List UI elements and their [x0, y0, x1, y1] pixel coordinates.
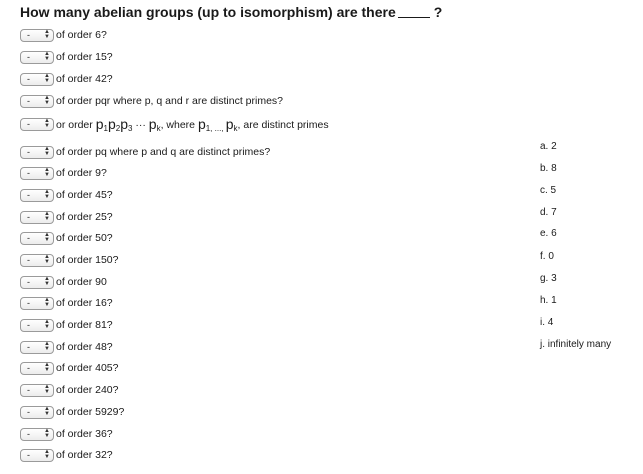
answer-select[interactable]	[20, 95, 54, 108]
question-row	[20, 187, 113, 203]
select-value: -	[27, 384, 30, 395]
formula-sub-k: k	[233, 124, 238, 133]
question-row	[20, 426, 113, 442]
question-text: of order 81?	[56, 319, 113, 331]
select-value: -	[27, 428, 30, 439]
question-row	[20, 144, 270, 160]
question-row	[20, 71, 113, 87]
answer-select[interactable]	[20, 384, 54, 397]
question-text: of order 36?	[56, 428, 113, 440]
answer-select[interactable]	[20, 51, 54, 64]
question-row	[20, 317, 113, 333]
answer-select[interactable]	[20, 362, 54, 375]
up-down-chevron-icon: ▲ ▼	[44, 146, 50, 157]
question-text: of order 150?	[56, 254, 119, 266]
question-row	[20, 339, 113, 355]
select-value: -	[27, 167, 30, 178]
formula-p: p	[95, 116, 104, 132]
question-text: of order 42?	[56, 73, 113, 85]
up-down-chevron-icon: ▲ ▼	[44, 276, 50, 287]
question-text: of order 45?	[56, 189, 113, 201]
question-row	[20, 116, 329, 132]
formula-sub: 1	[103, 124, 108, 133]
question-text: of order pqr where p, q and r are distinct primes?	[56, 95, 284, 107]
formula-p: p	[107, 116, 116, 132]
answer-option: i. 4	[540, 317, 554, 328]
question-row	[20, 230, 113, 246]
formula-p1: p	[197, 116, 206, 132]
up-down-chevron-icon: ▲ ▼	[44, 29, 50, 40]
answer-select[interactable]	[20, 73, 54, 86]
answer-option: a. 2	[540, 141, 557, 152]
question-text: of order 25?	[56, 211, 113, 223]
select-value: -	[27, 51, 30, 62]
question-row	[20, 252, 118, 268]
title-blank	[398, 5, 430, 18]
select-value: -	[27, 232, 30, 243]
question-row	[20, 93, 283, 109]
answer-select[interactable]	[20, 319, 54, 332]
question-text: of order pq where p and q are distinct primes?	[56, 146, 271, 158]
answer-select[interactable]	[20, 211, 54, 224]
answer-option: g. 3	[540, 273, 557, 284]
formula-suffix: , are distinct primes	[237, 119, 329, 131]
answer-select[interactable]	[20, 428, 54, 441]
up-down-chevron-icon: ▲ ▼	[44, 384, 50, 395]
title-question-mark: ?	[433, 4, 443, 20]
formula-prefix: or order	[56, 119, 93, 131]
question-row	[20, 360, 118, 376]
select-value: -	[27, 341, 30, 352]
up-down-chevron-icon: ▲ ▼	[44, 406, 50, 417]
select-value: -	[27, 211, 30, 222]
question-row	[20, 27, 107, 43]
select-value: -	[27, 146, 30, 157]
question-text: of order 32?	[56, 449, 113, 461]
answer-select[interactable]	[20, 297, 54, 310]
formula-p: p	[120, 116, 128, 132]
up-down-chevron-icon: ▲ ▼	[44, 319, 50, 330]
answer-option: d. 7	[540, 207, 557, 218]
question-row	[20, 447, 113, 463]
formula-sub: 3	[127, 124, 133, 133]
answer-option: h. 1	[540, 295, 557, 306]
formula-pk: p	[148, 116, 157, 132]
answer-option: b. 8	[540, 163, 557, 174]
up-down-chevron-icon: ▲ ▼	[44, 232, 50, 243]
select-value: -	[27, 297, 30, 308]
answer-option: f. 0	[540, 251, 554, 262]
up-down-chevron-icon: ▲ ▼	[44, 254, 50, 265]
answer-select[interactable]	[20, 29, 54, 42]
up-down-chevron-icon: ▲ ▼	[44, 167, 50, 178]
answer-select[interactable]	[20, 449, 54, 462]
formula-where: , where	[160, 119, 196, 131]
question-row	[20, 404, 124, 420]
select-value: -	[27, 73, 30, 84]
up-down-chevron-icon: ▲ ▼	[44, 118, 50, 129]
up-down-chevron-icon: ▲ ▼	[44, 362, 50, 373]
select-value: -	[27, 189, 30, 200]
answer-option: c. 5	[540, 185, 557, 196]
answer-option: e. 6	[540, 228, 557, 239]
question-text: of order 50?	[56, 232, 113, 244]
answer-option: j. infinitely many	[540, 339, 612, 350]
formula-sub: 2	[115, 124, 121, 133]
formula-sub-range: 1, ...,	[205, 124, 226, 133]
up-down-chevron-icon: ▲ ▼	[44, 73, 50, 84]
answer-select[interactable]	[20, 232, 54, 245]
select-value: -	[27, 118, 30, 129]
question-row	[20, 209, 113, 225]
question-text: of order 90	[56, 276, 107, 288]
answer-select[interactable]	[20, 341, 54, 354]
answer-select[interactable]	[20, 254, 54, 267]
answer-select[interactable]	[20, 146, 54, 159]
question-text: of order 6?	[56, 29, 107, 41]
select-value: -	[27, 95, 30, 106]
answer-select[interactable]	[20, 276, 54, 289]
select-value: -	[27, 276, 30, 287]
up-down-chevron-icon: ▲ ▼	[44, 449, 50, 460]
title-text: How many abelian groups (up to isomorphism) are there	[20, 4, 396, 20]
select-value: -	[27, 29, 30, 40]
question-text	[56, 115, 329, 133]
question-row	[20, 274, 107, 290]
up-down-chevron-icon: ▲ ▼	[44, 211, 50, 222]
up-down-chevron-icon: ▲ ▼	[44, 95, 50, 106]
page-title	[20, 4, 442, 20]
up-down-chevron-icon: ▲ ▼	[44, 341, 50, 352]
question-text: of order 5929?	[56, 406, 125, 418]
up-down-chevron-icon: ▲ ▼	[44, 51, 50, 62]
answer-select[interactable]	[20, 118, 54, 131]
question-text: of order 9?	[56, 167, 107, 179]
select-value: -	[27, 254, 30, 265]
formula-dots: ···	[135, 119, 146, 131]
question-row	[20, 382, 118, 398]
up-down-chevron-icon: ▲ ▼	[44, 189, 50, 200]
select-value: -	[27, 449, 30, 460]
question-text: of order 48?	[56, 341, 113, 353]
select-value: -	[27, 319, 30, 330]
question-row	[20, 165, 107, 181]
question-text: of order 15?	[56, 51, 113, 63]
formula-pk2: p	[225, 116, 234, 132]
question-text: of order 405?	[56, 362, 119, 374]
up-down-chevron-icon: ▲ ▼	[44, 297, 50, 308]
up-down-chevron-icon: ▲ ▼	[44, 428, 50, 439]
question-row	[20, 295, 113, 311]
select-value: -	[27, 406, 30, 417]
question-text: of order 240?	[56, 384, 119, 396]
answer-select[interactable]	[20, 167, 54, 180]
answer-select[interactable]	[20, 189, 54, 202]
formula-sub-k: k	[156, 124, 161, 133]
question-row	[20, 49, 113, 65]
select-value: -	[27, 362, 30, 373]
question-text: of order 16?	[56, 297, 113, 309]
answer-select[interactable]	[20, 406, 54, 419]
